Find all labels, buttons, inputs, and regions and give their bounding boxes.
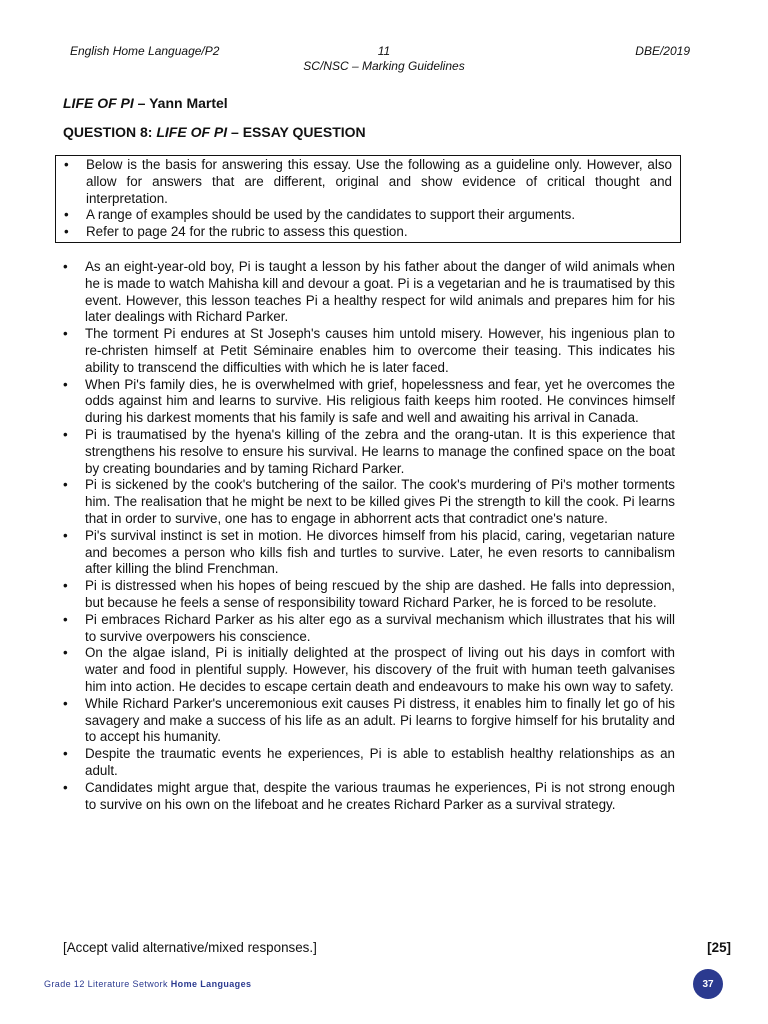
page-footer <box>44 979 251 989</box>
guidelines-list <box>64 157 672 241</box>
header-subtitle: SC/NSC – Marking Guidelines <box>303 59 465 73</box>
page-number-badge: 37 <box>693 969 723 999</box>
guidelines-box <box>55 155 681 243</box>
list-item: • Pi embraces Richard Parker as his alter ego as a survival mechanism which illustrates that his will to survive overpowers his conscience. <box>63 612 675 646</box>
guideline-item: • A range of examples should be used by the candidates to support their arguments. <box>64 207 672 224</box>
book-title <box>63 95 228 111</box>
accept-note: [Accept valid alternative/mixed responses.] <box>63 940 317 955</box>
answer-points <box>63 259 675 813</box>
list-item: • Pi's survival instinct is set in motion. He divorces himself from his placid, caring, vegetarian nature and becomes a person who kills fish and turtles to survive. Later, he even resorts to cannibalism after killing the blind Frenchman. <box>63 528 675 578</box>
guideline-item: • Refer to page 24 for the rubric to assess this question. <box>64 224 672 241</box>
question-book: LIFE OF PI <box>156 124 228 140</box>
header-page-number: 11 <box>377 44 391 58</box>
header-subject: English Home Language/P2 <box>70 44 220 58</box>
list-item: • Despite the traumatic events he experiences, Pi is able to establish healthy relationships as an adult. <box>63 746 675 780</box>
question-title <box>63 124 366 140</box>
list-item: • On the algae island, Pi is initially delighted at the prospect of living out his days in comfort with water and food in plentiful supply. However, his discovery of the fruit with human teeth galvanises him into action. He decides to escape certain death and endeavours to make his own way to safety. <box>63 645 675 695</box>
question-prefix: QUESTION 8: <box>63 124 157 140</box>
list-item: • The torment Pi endures at St Joseph's causes him untold misery. However, his ingenious plan to re-christen himself at Petit Séminaire enables him to overcome their teasing. This indicates his ability to transcend the difficulties with which he is later faced. <box>63 326 675 376</box>
footer-bold: Home Languages <box>170 979 252 989</box>
list-item: • Pi is traumatised by the hyena's killing of the zebra and the orang-utan. It is this experience that strengthens his resolve to ensure his survival. He learns to manage the confined space on the boat by creating boundaries and by taming Richard Parker. <box>63 427 675 477</box>
list-item: • Pi is sickened by the cook's butchering of the sailor. The cook's murdering of Pi's mother torments him. The realisation that he might be next to be killed gives Pi the strength to kill the cook. Pi learns that in order to survive, one has to engage in abhorrent acts that contradict one's nature. <box>63 477 675 527</box>
points-list <box>63 259 675 813</box>
list-item: • As an eight-year-old boy, Pi is taught a lesson by his father about the danger of wild animals when he is made to watch Mahisha kill and devour a goat. Pi is a vegetarian and he is traumatised by this event. However, this lesson teaches Pi a healthy respect for wild animals and prepares him for his later dealings with Richard Parker. <box>63 259 675 326</box>
question-suffix: – ESSAY QUESTION <box>227 124 366 140</box>
total-marks: [25] <box>707 940 731 955</box>
list-item: • Pi is distressed when his hopes of being rescued by the ship are dashed. He falls into depression, but because he feels a sense of responsibility toward Richard Parker, he is forced to be resolute. <box>63 578 675 612</box>
book-title-name: LIFE OF PI <box>63 95 134 111</box>
footer-prefix: Grade 12 Literature Setwork <box>44 979 171 989</box>
book-author: – Yann Martel <box>133 95 228 111</box>
header-date: DBE/2019 <box>635 44 690 58</box>
list-item: • While Richard Parker's unceremonious exit causes Pi distress, it enables him to finally let go of his savagery and make a success of his life as an adult. Pi learns to forgive himself for his brutality and to accept his humanity. <box>63 696 675 746</box>
list-item: • When Pi's family dies, he is overwhelmed with grief, hopelessness and fear, yet he overcomes the odds against him and learns to survive. His religious faith keeps him rooted. He convinces himself during his darkest moments that his family is safe and well and awaiting his arrival in Canada. <box>63 377 675 427</box>
list-item: • Candidates might argue that, despite the various traumas he experiences, Pi is not strong enough to survive on his own on the lifeboat and he creates Richard Parker as a survival strategy. <box>63 780 675 814</box>
guideline-item: • Below is the basis for answering this essay. Use the following as a guideline only. However, also allow for answers that are different, original and show evidence of critical thought and interpretation. <box>64 157 672 207</box>
